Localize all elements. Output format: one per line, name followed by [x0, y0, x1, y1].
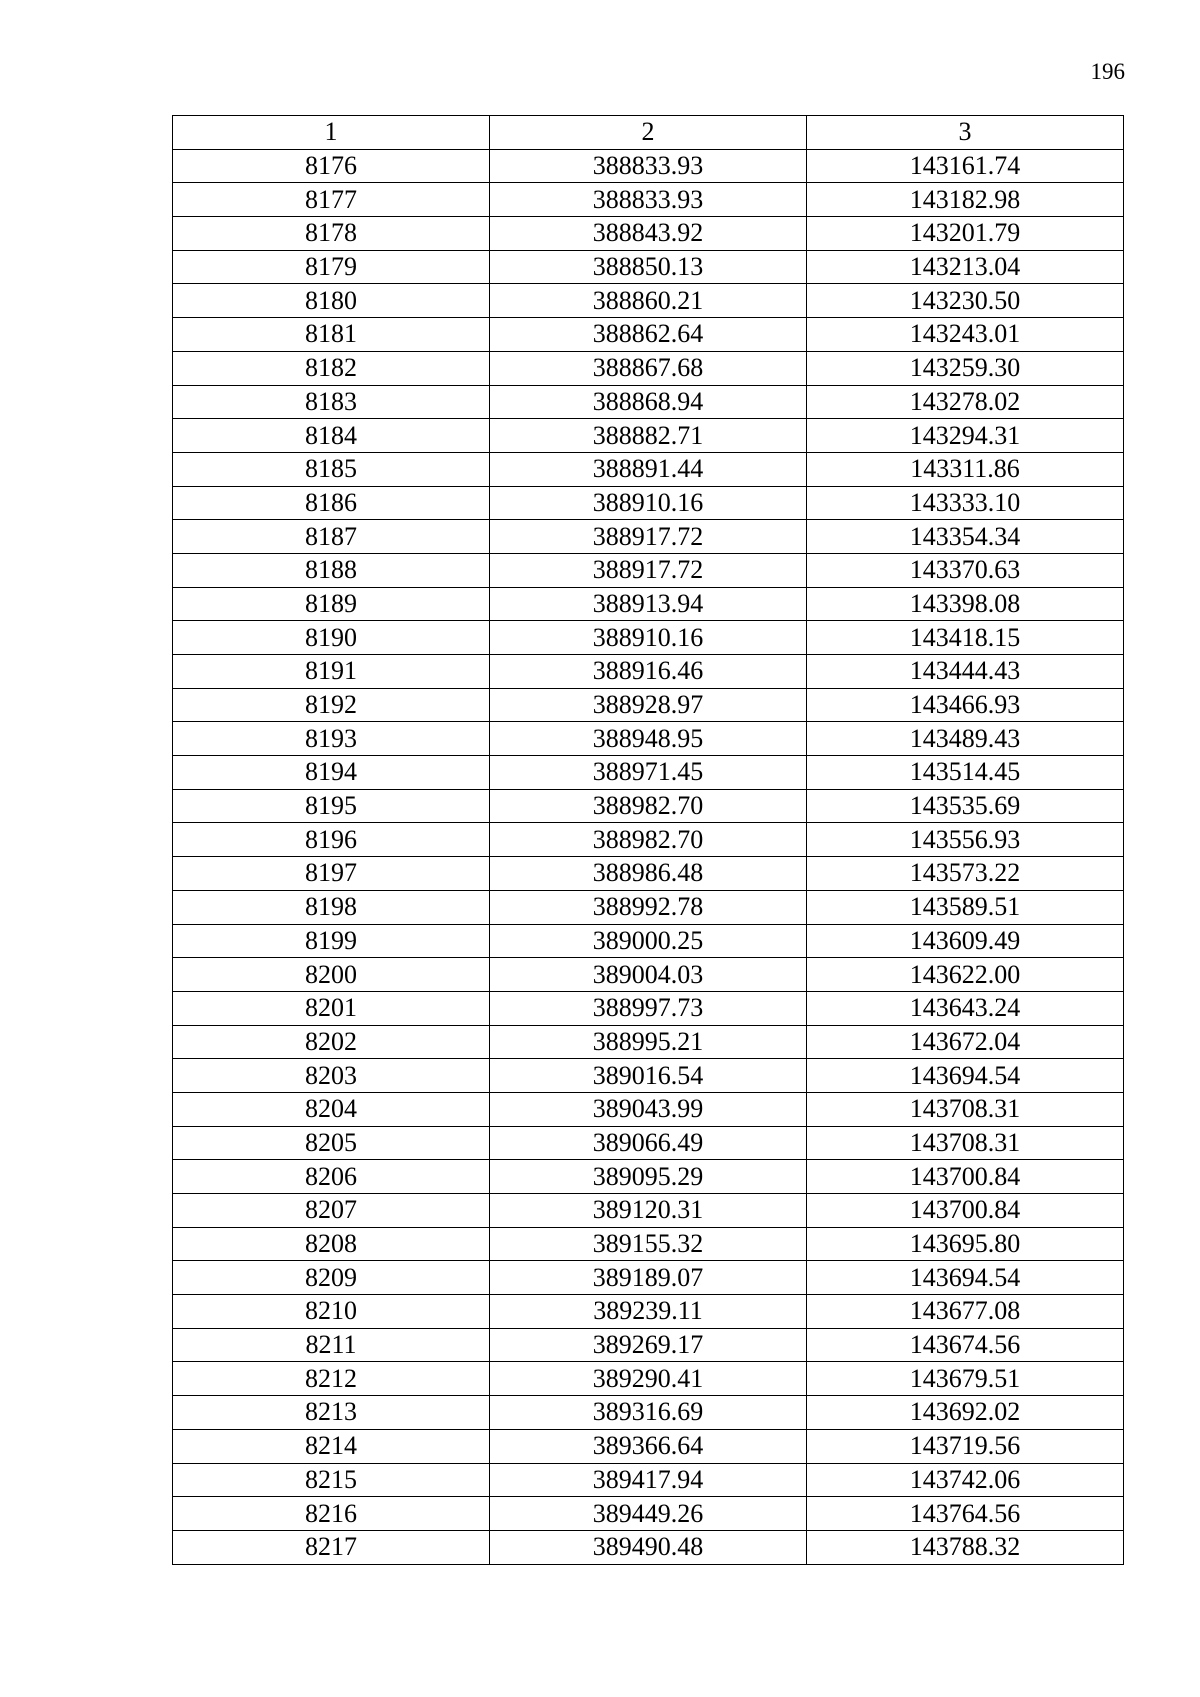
- cell-point-number: 8208: [173, 1227, 490, 1261]
- table-row: [173, 655, 1124, 689]
- cell-y-coordinate: 143489.43: [807, 722, 1124, 756]
- cell-x-coordinate: 389000.25: [490, 924, 807, 958]
- cell-y-coordinate: 143311.86: [807, 452, 1124, 486]
- cell-x-coordinate: 388917.72: [490, 520, 807, 554]
- cell-point-number: 8177: [173, 183, 490, 217]
- cell-x-coordinate: 388833.93: [490, 183, 807, 217]
- page-number: 196: [1090, 59, 1125, 84]
- cell-point-number: 8196: [173, 823, 490, 857]
- table-row: [173, 1025, 1124, 1059]
- cell-y-coordinate: 143589.51: [807, 890, 1124, 924]
- table-row: [173, 284, 1124, 318]
- table-row: [173, 890, 1124, 924]
- cell-y-coordinate: 143742.06: [807, 1463, 1124, 1497]
- cell-x-coordinate: 388971.45: [490, 756, 807, 790]
- cell-y-coordinate: 143161.74: [807, 149, 1124, 183]
- cell-point-number: 8215: [173, 1463, 490, 1497]
- table-row: [173, 351, 1124, 385]
- table-body: [173, 149, 1124, 1564]
- table-row: [173, 991, 1124, 1025]
- cell-point-number: 8183: [173, 385, 490, 419]
- table-row: [173, 1362, 1124, 1396]
- cell-y-coordinate: 143674.56: [807, 1328, 1124, 1362]
- table-row: [173, 1429, 1124, 1463]
- cell-point-number: 8193: [173, 722, 490, 756]
- cell-point-number: 8203: [173, 1059, 490, 1093]
- cell-y-coordinate: 143201.79: [807, 217, 1124, 251]
- cell-point-number: 8210: [173, 1295, 490, 1329]
- cell-x-coordinate: 388891.44: [490, 452, 807, 486]
- cell-x-coordinate: 389043.99: [490, 1092, 807, 1126]
- cell-point-number: 8206: [173, 1160, 490, 1194]
- cell-x-coordinate: 388982.70: [490, 823, 807, 857]
- table-row: [173, 553, 1124, 587]
- cell-point-number: 8176: [173, 149, 490, 183]
- cell-x-coordinate: 389316.69: [490, 1396, 807, 1430]
- cell-x-coordinate: 388982.70: [490, 789, 807, 823]
- cell-y-coordinate: 143677.08: [807, 1295, 1124, 1329]
- cell-y-coordinate: 143622.00: [807, 958, 1124, 992]
- cell-x-coordinate: 388948.95: [490, 722, 807, 756]
- table-row: [173, 1092, 1124, 1126]
- cell-point-number: 8200: [173, 958, 490, 992]
- cell-y-coordinate: 143700.84: [807, 1194, 1124, 1228]
- cell-y-coordinate: 143788.32: [807, 1530, 1124, 1564]
- cell-y-coordinate: 143370.63: [807, 553, 1124, 587]
- table-row: [173, 452, 1124, 486]
- cell-point-number: 8188: [173, 553, 490, 587]
- cell-y-coordinate: 143708.31: [807, 1126, 1124, 1160]
- cell-point-number: 8213: [173, 1396, 490, 1430]
- table-row: [173, 419, 1124, 453]
- cell-point-number: 8187: [173, 520, 490, 554]
- table-row: [173, 1126, 1124, 1160]
- cell-point-number: 8204: [173, 1092, 490, 1126]
- table-row: [173, 1261, 1124, 1295]
- table-row: [173, 183, 1124, 217]
- cell-y-coordinate: 143230.50: [807, 284, 1124, 318]
- cell-point-number: 8192: [173, 688, 490, 722]
- cell-point-number: 8212: [173, 1362, 490, 1396]
- table-row: [173, 149, 1124, 183]
- cell-x-coordinate: 388913.94: [490, 587, 807, 621]
- cell-x-coordinate: 388986.48: [490, 857, 807, 891]
- table-row: [173, 1194, 1124, 1228]
- cell-point-number: 8191: [173, 655, 490, 689]
- cell-x-coordinate: 388843.92: [490, 217, 807, 251]
- cell-point-number: 8202: [173, 1025, 490, 1059]
- cell-x-coordinate: 388910.16: [490, 486, 807, 520]
- cell-y-coordinate: 143243.01: [807, 318, 1124, 352]
- cell-y-coordinate: 143418.15: [807, 621, 1124, 655]
- table-row: [173, 520, 1124, 554]
- cell-point-number: 8197: [173, 857, 490, 891]
- cell-point-number: 8185: [173, 452, 490, 486]
- cell-y-coordinate: 143333.10: [807, 486, 1124, 520]
- cell-y-coordinate: 143708.31: [807, 1092, 1124, 1126]
- cell-x-coordinate: 388882.71: [490, 419, 807, 453]
- cell-x-coordinate: 388833.93: [490, 149, 807, 183]
- cell-x-coordinate: 388850.13: [490, 250, 807, 284]
- cell-x-coordinate: 388868.94: [490, 385, 807, 419]
- cell-point-number: 8182: [173, 351, 490, 385]
- table-row: [173, 1328, 1124, 1362]
- cell-y-coordinate: 143695.80: [807, 1227, 1124, 1261]
- table-row: [173, 688, 1124, 722]
- column-header-y: 3: [807, 116, 1124, 150]
- table-row: [173, 1059, 1124, 1093]
- table-row: [173, 587, 1124, 621]
- cell-x-coordinate: 389290.41: [490, 1362, 807, 1396]
- cell-y-coordinate: 143182.98: [807, 183, 1124, 217]
- cell-x-coordinate: 389366.64: [490, 1429, 807, 1463]
- table-row: [173, 924, 1124, 958]
- cell-x-coordinate: 389155.32: [490, 1227, 807, 1261]
- cell-y-coordinate: 143672.04: [807, 1025, 1124, 1059]
- cell-y-coordinate: 143692.02: [807, 1396, 1124, 1430]
- cell-point-number: 8207: [173, 1194, 490, 1228]
- table-row: [173, 1227, 1124, 1261]
- cell-y-coordinate: 143514.45: [807, 756, 1124, 790]
- coordinates-table: [172, 115, 1124, 1565]
- cell-point-number: 8194: [173, 756, 490, 790]
- cell-y-coordinate: 143694.54: [807, 1261, 1124, 1295]
- cell-y-coordinate: 143719.56: [807, 1429, 1124, 1463]
- table-row: [173, 857, 1124, 891]
- table-row: [173, 486, 1124, 520]
- table-row: [173, 823, 1124, 857]
- cell-x-coordinate: 388916.46: [490, 655, 807, 689]
- cell-x-coordinate: 389066.49: [490, 1126, 807, 1160]
- cell-point-number: 8186: [173, 486, 490, 520]
- cell-point-number: 8178: [173, 217, 490, 251]
- cell-point-number: 8190: [173, 621, 490, 655]
- cell-point-number: 8195: [173, 789, 490, 823]
- table-row: [173, 621, 1124, 655]
- cell-x-coordinate: 388910.16: [490, 621, 807, 655]
- table-row: [173, 756, 1124, 790]
- cell-y-coordinate: 143535.69: [807, 789, 1124, 823]
- cell-x-coordinate: 388917.72: [490, 553, 807, 587]
- cell-y-coordinate: 143444.43: [807, 655, 1124, 689]
- table-row: [173, 722, 1124, 756]
- cell-x-coordinate: 389449.26: [490, 1497, 807, 1531]
- cell-x-coordinate: 389269.17: [490, 1328, 807, 1362]
- table-row: [173, 1160, 1124, 1194]
- cell-y-coordinate: 143556.93: [807, 823, 1124, 857]
- cell-x-coordinate: 388997.73: [490, 991, 807, 1025]
- table-row: [173, 1530, 1124, 1564]
- cell-x-coordinate: 389417.94: [490, 1463, 807, 1497]
- cell-x-coordinate: 389016.54: [490, 1059, 807, 1093]
- cell-x-coordinate: 389189.07: [490, 1261, 807, 1295]
- cell-y-coordinate: 143643.24: [807, 991, 1124, 1025]
- table-row: [173, 1396, 1124, 1430]
- cell-point-number: 8184: [173, 419, 490, 453]
- cell-y-coordinate: 143700.84: [807, 1160, 1124, 1194]
- cell-x-coordinate: 388860.21: [490, 284, 807, 318]
- cell-point-number: 8180: [173, 284, 490, 318]
- column-header-point-number: 1: [173, 116, 490, 150]
- cell-y-coordinate: 143679.51: [807, 1362, 1124, 1396]
- cell-x-coordinate: 388995.21: [490, 1025, 807, 1059]
- cell-x-coordinate: 389004.03: [490, 958, 807, 992]
- cell-x-coordinate: 388928.97: [490, 688, 807, 722]
- table-header: [173, 116, 1124, 150]
- cell-y-coordinate: 143278.02: [807, 385, 1124, 419]
- cell-point-number: 8198: [173, 890, 490, 924]
- cell-y-coordinate: 143764.56: [807, 1497, 1124, 1531]
- cell-y-coordinate: 143294.31: [807, 419, 1124, 453]
- table-row: [173, 1295, 1124, 1329]
- cell-point-number: 8211: [173, 1328, 490, 1362]
- cell-point-number: 8201: [173, 991, 490, 1025]
- table-row: [173, 789, 1124, 823]
- table-row: [173, 217, 1124, 251]
- cell-y-coordinate: 143609.49: [807, 924, 1124, 958]
- cell-point-number: 8217: [173, 1530, 490, 1564]
- cell-y-coordinate: 143466.93: [807, 688, 1124, 722]
- cell-point-number: 8216: [173, 1497, 490, 1531]
- table-row: [173, 958, 1124, 992]
- cell-point-number: 8189: [173, 587, 490, 621]
- table-row: [173, 1497, 1124, 1531]
- cell-y-coordinate: 143573.22: [807, 857, 1124, 891]
- cell-point-number: 8181: [173, 318, 490, 352]
- header-row: [173, 116, 1124, 150]
- cell-point-number: 8199: [173, 924, 490, 958]
- cell-x-coordinate: 389239.11: [490, 1295, 807, 1329]
- cell-x-coordinate: 389490.48: [490, 1530, 807, 1564]
- cell-x-coordinate: 388867.68: [490, 351, 807, 385]
- cell-point-number: 8209: [173, 1261, 490, 1295]
- cell-point-number: 8214: [173, 1429, 490, 1463]
- cell-x-coordinate: 389120.31: [490, 1194, 807, 1228]
- cell-x-coordinate: 388992.78: [490, 890, 807, 924]
- cell-point-number: 8179: [173, 250, 490, 284]
- cell-x-coordinate: 388862.64: [490, 318, 807, 352]
- cell-y-coordinate: 143259.30: [807, 351, 1124, 385]
- table-row: [173, 385, 1124, 419]
- column-header-x: 2: [490, 116, 807, 150]
- table-row: [173, 318, 1124, 352]
- cell-y-coordinate: 143354.34: [807, 520, 1124, 554]
- table-row: [173, 1463, 1124, 1497]
- cell-point-number: 8205: [173, 1126, 490, 1160]
- cell-y-coordinate: 143694.54: [807, 1059, 1124, 1093]
- cell-y-coordinate: 143213.04: [807, 250, 1124, 284]
- cell-y-coordinate: 143398.08: [807, 587, 1124, 621]
- cell-x-coordinate: 389095.29: [490, 1160, 807, 1194]
- table-row: [173, 250, 1124, 284]
